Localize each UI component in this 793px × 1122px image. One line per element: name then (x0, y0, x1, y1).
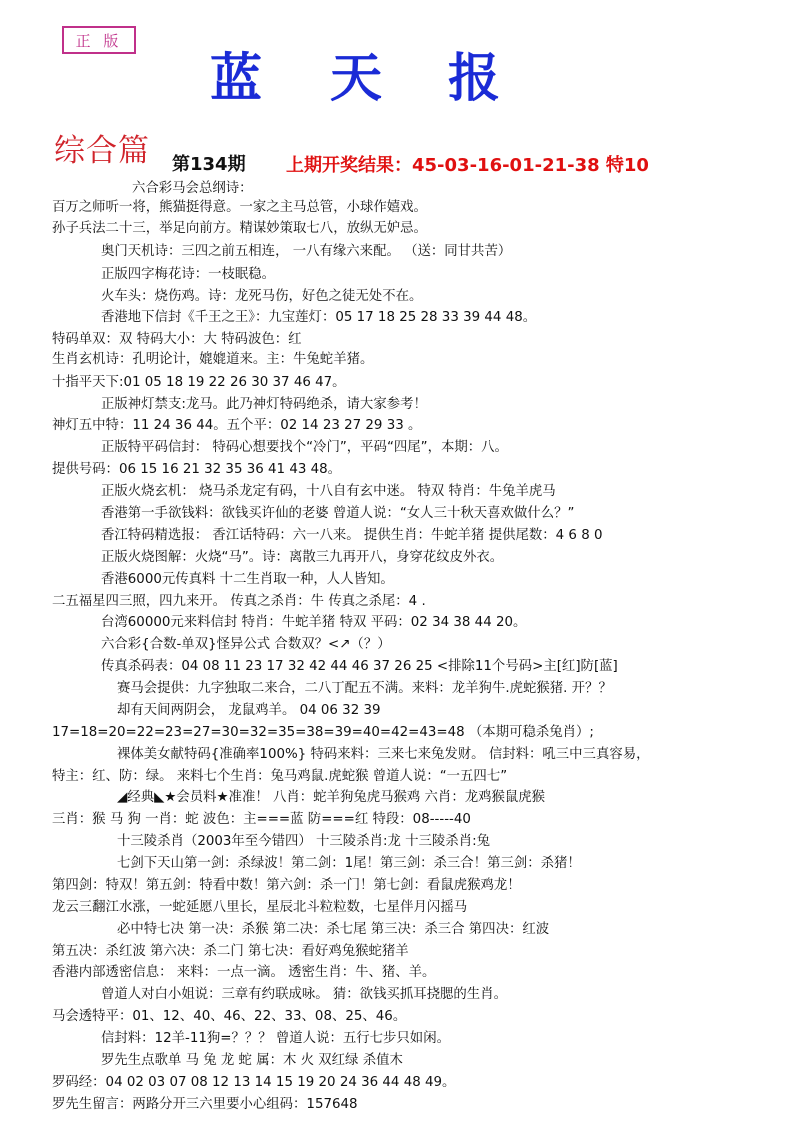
title-char-3: 报 (448, 48, 501, 109)
text-line: 裸体美女献特码{准确率100%} 特码来料：三来七来兔发财。 信封料：吼三中三真容易， (117, 747, 650, 762)
section-title: 综合篇 (54, 133, 150, 169)
text-line: 第五决：杀红波 第六决：杀二门 第七决：看好鸡兔猴蛇猪羊 (52, 944, 409, 959)
text-line: 二五福星四三照，四九来开。 传真之杀肖：牛 传真之杀尾：4 . (52, 594, 426, 609)
text-line: 罗码经：04 02 03 07 08 12 13 14 15 19 20 24 36 44 48 49。 (52, 1075, 456, 1090)
edition-badge: 正 版 (62, 26, 136, 54)
text-line: 六合彩马会总纲诗： (132, 181, 253, 196)
text-line: 奥门天机诗：三四之前五相连， 一八有缘六来配。 （送：同甘共苦） (101, 244, 512, 259)
text-line: 提供号码：06 15 16 21 32 35 36 41 43 48。 (52, 462, 342, 477)
text-line: 传真杀码表：04 08 11 23 17 32 42 44 46 37 26 25 <排除11个号码>主[红]防[蓝] (101, 659, 618, 674)
text-line: 正版火烧玄机： 烧马杀龙定有码，十八自有玄中迷。 特双 特肖：牛兔羊虎马 (101, 484, 556, 499)
text-line: 生肖玄机诗：孔明论计，媲媲道来。主：牛兔蛇羊猪。 (52, 352, 374, 367)
text-line: 正版神灯禁支:龙马。此乃神灯特码绝杀，请大家参考！ (101, 397, 427, 412)
text-line: 信封料：12羊-11狗=？？？ 曾道人说：五行七步只如闲。 (101, 1031, 450, 1046)
text-line: 七剑下天山第一剑：杀绿波！第二剑：1尾！第三剑：杀三合！第三剑：杀猪！ (117, 856, 581, 871)
issue-number: 第134期 (172, 154, 246, 175)
text-line: 香港内部透密信息： 来料：一点一滴。 透密生肖：牛、猪、羊。 (52, 965, 436, 980)
text-line: 三肖：猴 马 狗 一肖：蛇 波色：主===蓝 防===红 特段：08-----40 (52, 812, 471, 827)
text-line: 十指平天下:01 05 18 19 22 26 30 37 46 47。 (52, 375, 346, 390)
text-line: 孙子兵法二十三，举足向前方。精谋妙策取七八，放纵无妒忌。 (52, 221, 427, 236)
text-line: 香港第一手欲钱料：欲钱买许仙的老婆 曾道人说：“女人三十秋天喜欢做什么？” (101, 506, 575, 521)
text-line: 神灯五中特：11 24 36 44。五个平：02 14 23 27 29 33 。 (52, 418, 422, 433)
text-line: 香港6000元传真料 十二生肖取一种，人人皆知。 (101, 572, 394, 587)
text-line: 台湾60000元来料信封 特肖：牛蛇羊猪 特双 平码：02 34 38 44 20。 (101, 615, 527, 630)
text-line: 17=18=20=22=23=27=30=32=35=38=39=40=42=43=48 （本期可稳杀兔肖）; (52, 725, 594, 740)
text-line: 香江特码精选报： 香江话特码：六一八来。 提供生肖：牛蛇羊猪 提供尾数：4 6 8 0 (101, 528, 603, 543)
text-line: 罗先生点歌单 马 兔 龙 蛇 属：木 火 双红绿 杀值木 (101, 1053, 403, 1068)
newspaper-title (210, 36, 510, 109)
text-line: 马会透特平：01、12、40、46、22、33、08、25、46。 (52, 1009, 407, 1024)
text-line: 特主：红、防：绿。 来料七个生肖：兔马鸡鼠.虎蛇猴 曾道人说：“一五四七” (52, 769, 508, 784)
title-char-1: 蓝 (210, 48, 263, 109)
text-line: 正版四字梅花诗：一枝眠稳。 (101, 267, 276, 282)
text-line: 百万之师听一将，熊猫挺得意。一家之主马总管，小球作嬉戏。 (52, 200, 427, 215)
text-line: 必中特七决 第一决：杀猴 第二决：杀七尾 第三决：杀三合 第四决：红波 (117, 922, 550, 937)
text-line: 龙云三翻江水涨，一蛇延愿八里长，星辰北斗粒粒数，七星伴月闪摇马 (52, 900, 468, 915)
text-line: 特码单双：双 特码大小：大 特码波色：红 (52, 332, 302, 347)
text-line: 第四剑：特双！第五剑：特看中数！第六剑：杀一门！第七剑：看鼠虎猴鸡龙！ (52, 878, 521, 893)
text-line: 十三陵杀肖（2003年至今错四） 十三陵杀肖:龙 十三陵杀肖:兔 (117, 834, 490, 849)
text-line: 正版特平码信封： 特码心想要找个“冷门”，平码“四尾”，本期：八。 (101, 440, 508, 455)
last-draw-result: 上期开奖结果：45-03-16-01-21-38 特10 (286, 155, 649, 176)
text-line: 曾道人对白小姐说：三章有约联成咏。 猜：欲钱买抓耳挠腮的生肖。 (101, 987, 507, 1002)
text-line: 罗先生留言：两路分开三六里要小心组码：157648 (52, 1097, 358, 1112)
text-line: 香港地下信封《千王之王》：九宝莲灯：05 17 18 25 28 33 39 44 48。 (101, 310, 537, 325)
text-line: 正版火烧图解：火烧“马”。诗：离散三九再开八，身穿花纹皮外衣。 (101, 550, 504, 565)
text-line: 火车头：烧伤鸡。诗：龙死马伤，好色之徒无处不在。 (101, 289, 423, 304)
text-line: ◢经典◣★会员料★准准！ 八肖：蛇羊狗兔虎马猴鸡 六肖：龙鸡猴鼠虎猴 (117, 790, 546, 805)
title-char-2: 天 (330, 48, 383, 109)
text-line: 六合彩{合数-单双}怪异公式 合数双？<↗（？） (101, 637, 391, 652)
text-line: 却有天间两阴会， 龙鼠鸡羊。 04 06 32 39 (117, 703, 381, 718)
text-line: 赛马会提供：九字独取二来合，二八丁配五不满。来料：龙羊狗牛.虎蛇猴猪. 开？？ (117, 681, 612, 696)
